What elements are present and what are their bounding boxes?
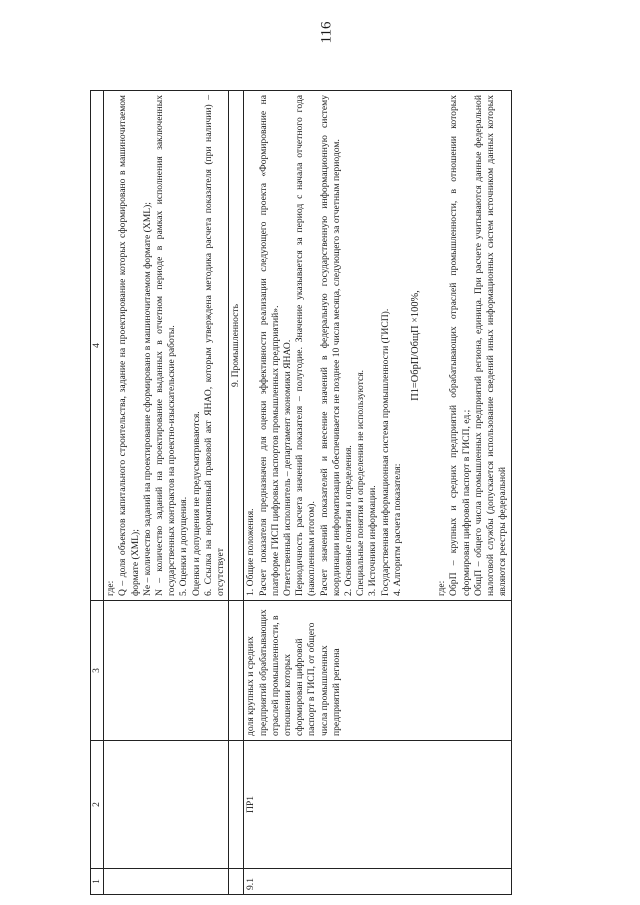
indicator-table — [90, 90, 512, 895]
text-line: ОбщП – общего числа промышленных предприятий региона, единица. При расчете учитываются данные федеральной налоговой службы (допускается использование сведений иных информационных систем источником данных которых являются реестры федеральной — [472, 95, 509, 596]
text-line: ОбрП – крупных и средних предприятий обрабатывающих отраслей промышленности, в отношении которых сформирован цифровой паспорт в ГИСП, ед.; — [448, 95, 472, 596]
indicator-name: доля крупных и средних предприятий обрабатывающих отраслей промышленности, в отношении которых сформирован цифровой паспорт в ГИСП, от общего числа промышленных предприятий региона — [244, 601, 511, 741]
text-line: 5. Оценки и допущения. — [178, 496, 190, 596]
indicator-method — [244, 91, 511, 601]
page-number: 116 — [318, 21, 335, 44]
text-line: Q – доля объектов капитального строительства, задание на проектирование которых сформировано в машиночитаемом формате (XML); — [117, 95, 141, 596]
header-row — [91, 91, 104, 895]
formula: П1=ОбрП/ОбщП ×100%, — [410, 290, 422, 401]
indicator-code: ПР1 — [244, 741, 511, 869]
text-line: где: — [105, 580, 117, 596]
indicator-row-9-1 — [244, 91, 511, 895]
section-title: 9. Промышленность — [229, 91, 244, 601]
text-line: 1. Общие положения. — [245, 508, 257, 596]
text-line: Оценки и допущения не предусматриваются. — [190, 411, 202, 596]
continuation-row — [104, 91, 229, 895]
text-line: Ответственный исполнитель – департамент экономики ЯНАО. — [282, 339, 294, 596]
text-line: Государственная информационная система промышленности (ГИСП). — [379, 308, 391, 596]
empty-cell — [104, 741, 229, 869]
text-line: Специальные понятия и определения не используются. — [355, 369, 367, 596]
empty-cell — [229, 741, 244, 869]
text-line: Ne – количество заданий на проектирование сформировано в машиночитаемом формате (XML); — [141, 202, 153, 596]
header-col-4: 4 — [91, 91, 104, 601]
text-line: 6. Ссылка на нормативный правовой акт ЯНАО, которым утверждена методика расчета показателя (при наличии) – отсутствует — [202, 95, 227, 596]
empty-cell — [104, 869, 229, 895]
empty-cell — [104, 601, 229, 741]
empty-cell — [229, 869, 244, 895]
header-col-3: 3 — [91, 601, 104, 741]
row-number: 9.1 — [244, 869, 511, 895]
continuation-text — [104, 91, 229, 601]
section-row — [229, 91, 244, 895]
text-line: Периодичность расчета значений показателя – полугодие. Значение указывается за период с начала отчетного года (накопленным итогом). — [294, 95, 318, 596]
empty-cell — [229, 601, 244, 741]
where-label: где: — [436, 580, 448, 596]
text-line: 3. Источники информации. — [367, 485, 379, 596]
text-line: 4. Алгоритм расчета показателя: — [391, 463, 403, 596]
text-line: 2. Основные понятия и определения. — [343, 445, 355, 596]
header-col-2: 2 — [91, 741, 104, 869]
header-col-1: 1 — [91, 869, 104, 895]
rotated-table-sheet — [90, 90, 556, 895]
text-line: N – количество заданий на проектирование выданных в отчетном периоде в рамках исполнения заключенных государственных контрактов на проектно-изыскательские работы. — [154, 95, 178, 596]
text-line: Расчет значений показателей и внесение значений в федеральную государственную информационную систему координации информатизации обеспечивается не позднее 10 числа месяца, следующего за отчетным периодом. — [318, 95, 342, 596]
text-line: Расчет показателя предназначен для оценки эффективности реализации следующего проекта «Формирование на платформе ГИСП цифровых паспортов промышленных предприятий». — [257, 95, 281, 596]
